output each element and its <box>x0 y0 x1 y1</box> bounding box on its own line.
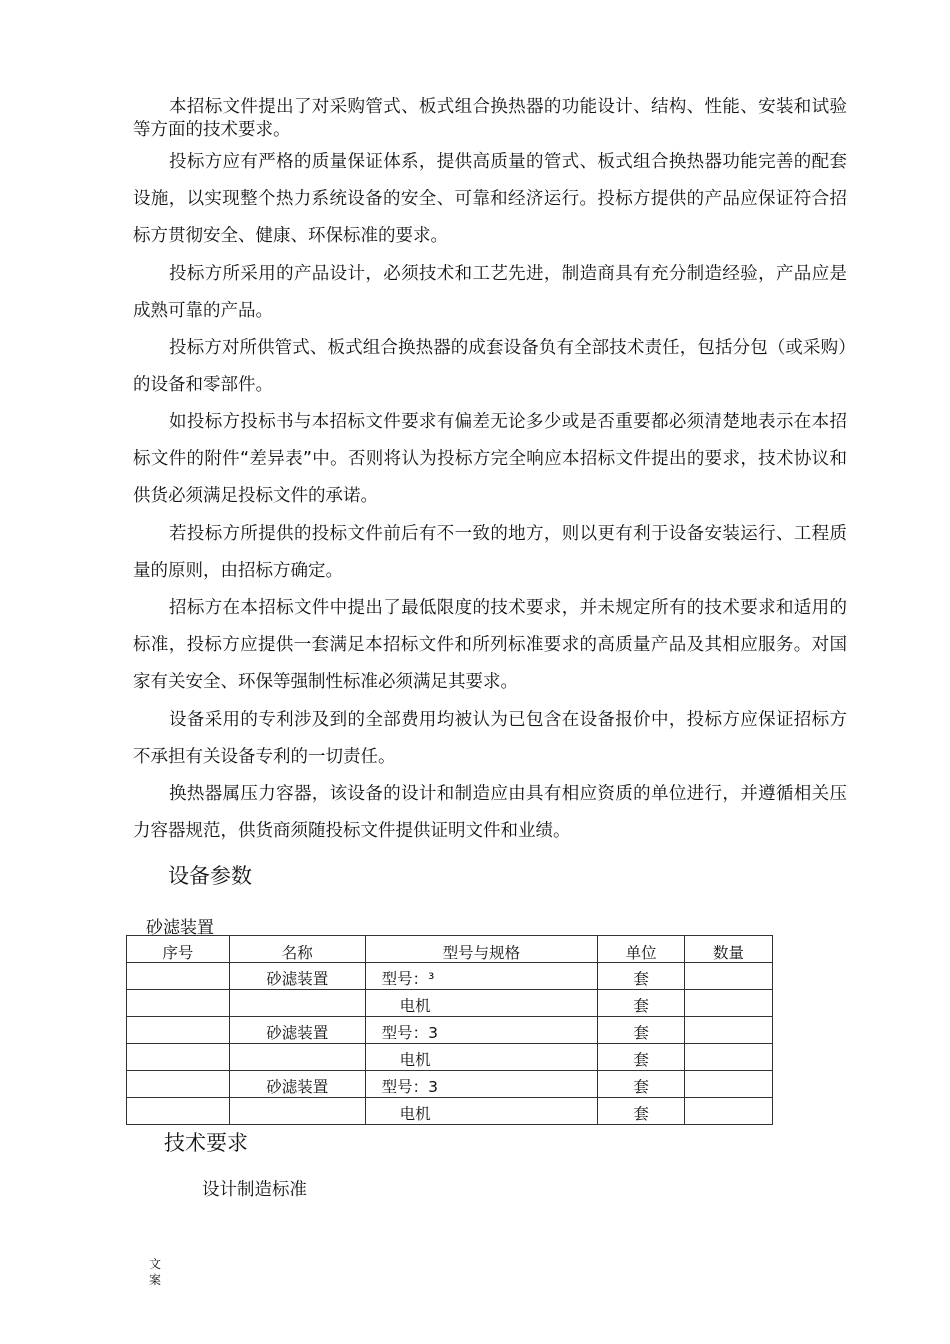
cell-model: 电机 <box>365 990 598 1017</box>
cell-name <box>229 990 365 1017</box>
table-row <box>127 1071 773 1098</box>
cell-name: 砂滤装置 <box>229 1017 365 1044</box>
cell-index <box>127 1071 230 1098</box>
cell-qty <box>685 963 773 990</box>
cell-index <box>127 1098 230 1125</box>
equipment-table <box>126 935 773 1125</box>
table-row <box>127 963 773 990</box>
cell-model: 型号：3 <box>365 1071 598 1098</box>
cell-qty <box>685 1044 773 1071</box>
cell-unit: 套 <box>598 1017 685 1044</box>
section-heading-equipment: 设备参数 <box>168 864 252 888</box>
paragraph-1: 本招标文件提出了对采购管式、板式组合换热器的功能设计、结构、性能、安装和试验等方面的技术要求。 <box>133 97 847 140</box>
cell-name <box>229 1044 365 1071</box>
paragraph-4: 投标方对所供管式、板式组合换热器的成套设备负有全部技术责任，包括分包（或采购）的设备和零部件。 <box>133 338 847 395</box>
cell-model: 电机 <box>365 1044 598 1071</box>
cell-unit: 套 <box>598 963 685 990</box>
cell-name <box>229 1098 365 1125</box>
cell-name: 砂滤装置 <box>229 963 365 990</box>
cell-model: 型号：3 <box>365 1017 598 1044</box>
cell-qty <box>685 1071 773 1098</box>
header-qty: 数量 <box>685 936 773 963</box>
header-index: 序号 <box>127 936 230 963</box>
table-row <box>127 990 773 1017</box>
table-row <box>127 1044 773 1071</box>
cell-name: 砂滤装置 <box>229 1071 365 1098</box>
section-heading-tech: 技术要求 <box>164 1131 248 1155</box>
paragraph-6: 若投标方所提供的投标文件前后有不一致的地方，则以更有利于设备安装运行、工程质量的原则，由招标方确定。 <box>133 524 847 581</box>
paragraph-8: 设备采用的专利涉及到的全部费用均被认为已包含在设备报价中，投标方应保证招标方不承担有关设备专利的一切责任。 <box>133 710 847 767</box>
paragraph-3: 投标方所采用的产品设计，必须技术和工艺先进，制造商具有充分制造经验，产品应是成熟可靠的产品。 <box>133 264 847 321</box>
header-name: 名称 <box>229 936 365 963</box>
paragraph-9: 换热器属压力容器，该设备的设计和制造应由具有相应资质的单位进行，并遵循相关压力容器规范，供货商须随投标文件提供证明文件和业绩。 <box>133 784 847 841</box>
paragraph-2: 投标方应有严格的质量保证体系，提供高质量的管式、板式组合换热器功能完善的配套设施，以实现整个热力系统设备的安全、可靠和经济运行。投标方提供的产品应保证符合招标方贯彻安全、健康、环保标准的要求。 <box>133 152 847 246</box>
table-row <box>127 1098 773 1125</box>
cell-unit: 套 <box>598 990 685 1017</box>
header-model: 型号与规格 <box>365 936 598 963</box>
cell-model: 电机 <box>365 1098 598 1125</box>
cell-qty <box>685 1017 773 1044</box>
cell-qty <box>685 990 773 1017</box>
header-unit: 单位 <box>598 936 685 963</box>
cell-index <box>127 963 230 990</box>
cell-unit: 套 <box>598 1044 685 1071</box>
table-caption: 砂滤装置 <box>146 918 214 938</box>
cell-unit: 套 <box>598 1071 685 1098</box>
cell-qty <box>685 1098 773 1125</box>
cell-model: 型号：³ <box>365 963 598 990</box>
paragraph-5: 如投标方投标书与本招标文件要求有偏差无论多少或是否重要都必须清楚地表示在本招标文件的附件“差异表”中。否则将认为投标方完全响应本招标文件提出的要求，技术协议和供货必须满足投标文件的承诺。 <box>133 412 847 506</box>
table-row <box>127 1017 773 1044</box>
cell-index <box>127 990 230 1017</box>
cell-index <box>127 1017 230 1044</box>
page-footer: 文案 <box>149 1257 162 1287</box>
cell-index <box>127 1044 230 1071</box>
paragraph-7: 招标方在本招标文件中提出了最低限度的技术要求，并未规定所有的技术要求和适用的标准，投标方应提供一套满足本招标文件和所列标准要求的高质量产品及其相应服务。对国家有关安全、环保等强制性标准必须满足其要求。 <box>133 598 847 692</box>
table-header-row <box>127 936 773 963</box>
cell-unit: 套 <box>598 1098 685 1125</box>
subsection-design-standards: 设计制造标准 <box>202 1180 307 1200</box>
